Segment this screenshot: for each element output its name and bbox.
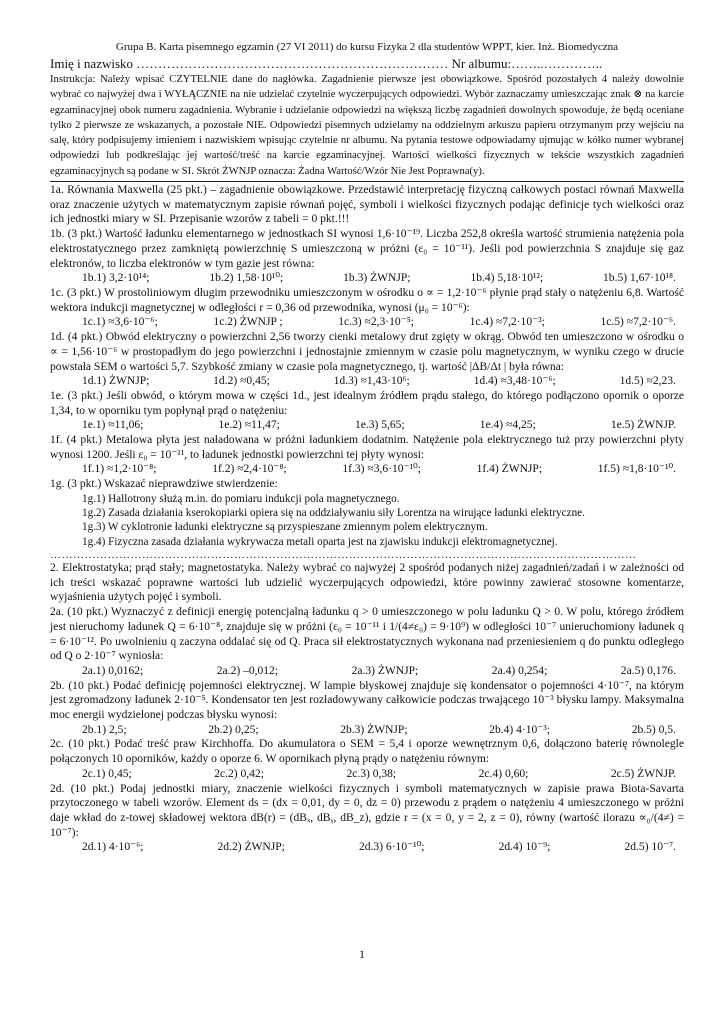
answer-option[interactable]: 1b.5) 1,67·10¹⁸. — [603, 272, 676, 285]
statement-option[interactable]: 1g.3) W cyklotronie ładunki elektryczne są przyspieszane zmiennym polem elektrycznym. — [82, 521, 488, 534]
answer-option[interactable]: 1e.2) ≈11,47; — [218, 419, 280, 432]
answer-option[interactable]: 1d.4) ≈3,48·10⁻⁶; — [473, 375, 556, 388]
answer-option[interactable]: 1d.2) ≈0,45; — [213, 375, 270, 388]
question-1c: 1c. (3 pkt.) W prostoliniowym długim przewodniku umieszczonym w ośrodku o ∝ = 1,2·10⁻⁶ płynie prąd stały o natężeniu 6,8. Wartość wektora indukcji magnetycznej w odległości r = 0,36 od przewodnika, wynosi (μ₀ = 10⁻⁶): — [50, 287, 684, 314]
answers-1f — [50, 462, 684, 477]
answer-option[interactable]: 2a.2) –0,012; — [216, 664, 279, 677]
answers-2c — [50, 767, 684, 782]
answer-option[interactable]: 2b.3) ŻWNJP; — [340, 723, 408, 736]
answer-option[interactable]: 2b.5) 0,5. — [631, 723, 676, 736]
answer-option[interactable]: 1e.3) 5,65; — [354, 419, 405, 432]
answer-option[interactable]: 1b.1) 3,2·10¹⁴; — [82, 272, 150, 285]
answer-option[interactable]: 2d.5) 10⁻⁷. — [624, 841, 676, 854]
answer-option[interactable]: 1f.4) ŻWNJP; — [476, 463, 543, 476]
question-1b: 1b. (3 pkt.) Wartość ładunku elementarnego w jednostkach SI wynosi 1,6·10⁻¹⁹. Liczba 252,8 określa wartość strumienia natężenia pola elektrostatycznego przez zamkniętą powierzchnię S umieszczoną w próżni (ε₀ = 10⁻¹¹). Jeśli pod powierzchnia S znajduje się gaz elektronów, to liczba elektronów w tym gazie jest równa: — [50, 228, 684, 270]
answers-1d — [50, 374, 684, 389]
answer-option[interactable]: 2d.1) 4·10⁻⁶; — [82, 841, 144, 854]
question-2d: 2d. (10 pkt.) Podaj jednostki miary, znaczenie wielkości fizycznych i symboli matematycznych w zapisie prawa Biota-Savarta przytoczonego w tabeli wzorów. Element ds = (dx = 0,01, dy = 0, dz = 0) przewodu z prądem o natężeniu 4 umieszczonego w próżni daje wkład do z-towej składowej wektora dB(r) = (dBₓ, dBᵧ, dB_z), gdzie r = (x = 0, y = 2, z = 0), równy (wartość ilorazu ∝₀/(4≠) = 10⁻⁷): — [50, 782, 684, 839]
answer-option[interactable]: 2c.4) 0,60; — [478, 767, 529, 780]
exam-page — [50, 40, 684, 855]
answer-option[interactable]: 2a.5) 0,176. — [620, 664, 676, 677]
section-2 — [50, 561, 684, 855]
answer-option[interactable]: 1e.4) ≈4,25; — [479, 419, 536, 432]
statement-option[interactable]: 1g.2) Zasada działania kserokopiarki opiera się na oddziaływaniu siły Lorentza na wirujące ładunki elektryczne. — [82, 507, 585, 520]
answer-option[interactable]: 1c.2) ŻWNJP ; — [213, 316, 283, 329]
answer-option[interactable]: 1d.1) ŻWNJP; — [82, 375, 150, 388]
answer-option[interactable]: 2c.1) 0,45; — [82, 767, 132, 780]
answer-option[interactable]: 2c.5) ŻWNJP. — [610, 767, 676, 780]
page-number: 1 — [359, 947, 365, 961]
answer-option[interactable]: 1f.2) ≈2,4·10⁻⁸; — [212, 463, 287, 476]
dotted-separator: ……………………………………………………………………………………………………………………………………… — [50, 549, 637, 562]
answer-option[interactable]: 1c.3) ≈2,3·10⁻⁵; — [338, 316, 415, 329]
answer-option[interactable]: 2d.4) 10⁻⁹; — [498, 841, 551, 854]
answer-option[interactable]: 1b.2) 1,58·10¹⁰; — [209, 272, 284, 285]
question-1d: 1d. (4 pkt.) Obwód elektryczny o powierzchni 2,56 tworzy cienki metalowy drut zgięty w okrąg. Obwód ten umieszczono w ośrodku o ∝ = 1,56·10⁻⁶ w prostopadłym do jego powierzchni i jednostajnie zmiennym w czasie polu magnetycznym, w wyniku czego w drucie powstała SEM o wartości 5,7. Szybkość zmiany w czasie pola magnetycznego, tj. wartość |ΔB/Δt | była równa: — [50, 331, 684, 373]
exam-header: Grupa B. Karta pisemnego egzamin (27 VI 2011) do kursu Fizyka 2 dla studentów WPPT, kier. Inż. Biomedyczna — [115, 41, 619, 53]
answer-option[interactable]: 2c.2) 0,42; — [214, 767, 264, 780]
name-album-line[interactable]: Imię i nazwisko ……………………………………………………………… Nr albumu:……..………….. — [50, 56, 603, 71]
question-1a: 1a. Równania Maxwella (25 pkt.) – zagadnienie obowiązkowe. Przedstawić interpretację fizyczną całkowych postaci równań Maxwella oraz znaczenie użytych w matematycznym zapisie równań pojęć, symboli i wielkości fizycznych podając definicje tych wielkości oraz ich jednostki miary w SI. Przepisanie wzorów z tabeli = 0 pkt.!!! — [50, 184, 684, 226]
answers-2d — [50, 840, 684, 855]
question-2a: 2a. (10 pkt.) Wyznaczyć z definicji energię potencjalną ładunku q > 0 umieszczonego w polu ładunku Q > 0. W polu, którego źródłem jest nieruchomy ładunek Q = 6·10⁻⁸, znajduje się w próżni (ε₀ = 10⁻¹¹ i 1/(4≠ε₀) = 9·10⁹) w odległości 10⁻⁷ unieruchomiony ładunek q = 6·10⁻¹². Po uwolnieniu q zaczyna oddalać się od Q. Praca sił elektrostatycznych wykonana nad przeniesieniem q do punktu odległego od Q o 2·10⁻⁷ wyniosła: — [50, 606, 684, 663]
answer-option[interactable]: 1e.5) ŻWNJP. — [610, 419, 676, 432]
answer-option[interactable]: 1f.5) ≈1,8·10⁻¹⁰. — [597, 463, 676, 476]
answer-option[interactable]: 2b.4) 4·10⁻³; — [489, 723, 551, 736]
divider — [50, 181, 684, 182]
instructions: Instrukcja: Należy wpisać CZYTELNIE dane do nagłówka. Zagadnienie pierwsze jest obowiązkowe. Spośród pozostałych 4 należy dowolnie wybrać co najwyżej dwa i WYŁĄCZNIE na nie udzielać czytelnie wyczerpujących odpowiedzi. Wybór zaznaczamy umieszczając znak ⊗ na karcie egzaminacyjnej obok numeru zagadnienia. Wybranie i udzielanie odpowiedzi na większą liczbę zagadnień dowolnych spowoduje, że będą oceniane tylko 2 pierwsze ze wskazanych, a pozostałe NIE. Odpowiedzi pisemnych udzielamy na oddzielnym arkuszu papieru otrzymanym przy wejściu na salę, który podpisujemy imieniem i nazwiskiem wpisując czytelnie nr albumu. Na pytania testowe odpowiadamy ujmując w kółko numer wybranej odpowiedzi lub podkreślając jej wartość/treść na karcie egzaminacyjnej. Wartości wielkości fizycznych w tekście wszystkich zagadnień egzaminacyjnych są podane w SI. Skrót ŻWNJP oznacza: Żadna Wartość/Wzór Nie Jest Poprawna(y). — [50, 74, 684, 177]
question-1f: 1f. (4 pkt.) Metalowa płyta jest naładowana w próżni ładunkiem dodatnim. Natężenie pola elektrycznego tuż przy powierzchni płyty wynosi 1200. Jeśli ε₀ = 10⁻¹¹, to ładunek jednostki powierzchni tej płyty wynosi: — [50, 434, 684, 461]
answer-option[interactable]: 1f.3) ≈3,6·10⁻¹⁰; — [342, 463, 421, 476]
answers-1e — [50, 418, 684, 433]
answer-option[interactable]: 1d.3) ≈1,43·10⁶; — [333, 375, 410, 388]
section-1 — [50, 183, 684, 561]
question-1e: 1e. (3 pkt.) Jeśli obwód, o którym mowa w części 1d., jest idealnym źródłem prądu stałego, do którego podłączono opornik o oporze 1,34, to w oporniku tym popłynął prąd o natężeniu: — [50, 389, 684, 417]
answer-option[interactable]: 1b.4) 5,18·10¹²; — [470, 272, 544, 285]
statement-option[interactable]: 1g.1) Hallotrony służą m.in. do pomiaru indukcji pola magnetycznego. — [82, 492, 400, 505]
answer-option[interactable]: 2d.2) ŻWNJP; — [217, 841, 285, 854]
question-2c: 2c. (10 pkt.) Podać treść praw Kirchhoffa. Do akumulatora o SEM = 5,4 i oporze wewnętrznym 0,6, dołączono baterię równolegle połączonych 10 oporników, każdy o oporze 6. W opornikach płyną prądy o natężeniu równym: — [50, 738, 684, 766]
answer-option[interactable]: 2a.4) 0,254; — [491, 664, 548, 677]
answer-option[interactable]: 1c.1) ≈3,6·10⁻⁶; — [82, 316, 158, 329]
answer-option[interactable]: 1e.1) ≈11,06; — [82, 419, 144, 432]
answer-option[interactable]: 1d.5) ≈2,23. — [619, 375, 676, 388]
answer-option[interactable]: 2a.1) 0,0162; — [82, 664, 144, 677]
answer-option[interactable]: 2d.3) 6·10⁻¹⁰; — [358, 841, 425, 854]
question-1g: 1g. (3 pkt.) Wskazać nieprawdziwe stwierdzenie: — [50, 478, 278, 491]
answers-2b — [50, 723, 684, 738]
answer-option[interactable]: 1b.3) ŻWNJP; — [343, 272, 411, 285]
answer-option[interactable]: 1c.5) ≈7,2·10⁻⁶. — [600, 316, 676, 329]
answer-option[interactable]: 2b.1) 2,5; — [82, 723, 127, 736]
answers-2a — [50, 664, 684, 679]
answers-1c — [50, 315, 684, 330]
statement-option[interactable]: 1g.4) Fizyczna zasada działania wykrywacza metali oparta jest na zjawisku indukcji elektromagnetycznej. — [82, 535, 558, 548]
answer-option[interactable]: 1c.4) ≈7,2·10⁻³; — [469, 316, 545, 329]
answer-option[interactable]: 2a.3) ŻWNJP; — [351, 664, 419, 677]
answer-option[interactable]: 1f.1) ≈1,2·10⁻⁸; — [82, 463, 157, 476]
answer-option[interactable]: 2b.2) 0,25; — [208, 723, 259, 736]
question-2b: 2b. (10 pkt.) Podać definicję pojemności elektrycznej. W lampie błyskowej znajduje się kondensator o pojemności 4·10⁻⁷, na którym jest zgromadzony ładunek 2·10⁻⁵. Kondensator ten jest rozładowywany całkowicie podczas trwającego 10⁻³ błysku lampy. Maksymalna moc energii wydzielonej podczas błysku wynosi: — [50, 679, 684, 722]
answers-1b — [50, 271, 684, 286]
section-2-title: 2. Elektrostatyka; prąd stały; magnetostatyka. Należy wybrać co najwyżej 2 spośród podanych niżej zagadnień/zadań i w zależności od ich treści wskazać poprawne wartości lub udzielić wyczerpujących odpowiedzi, które powinny zawierać stosowne komentarze, wyjaśnienia użytych pojęć i symboli. — [50, 562, 684, 604]
answer-option[interactable]: 2c.3) 0,38; — [346, 767, 397, 780]
